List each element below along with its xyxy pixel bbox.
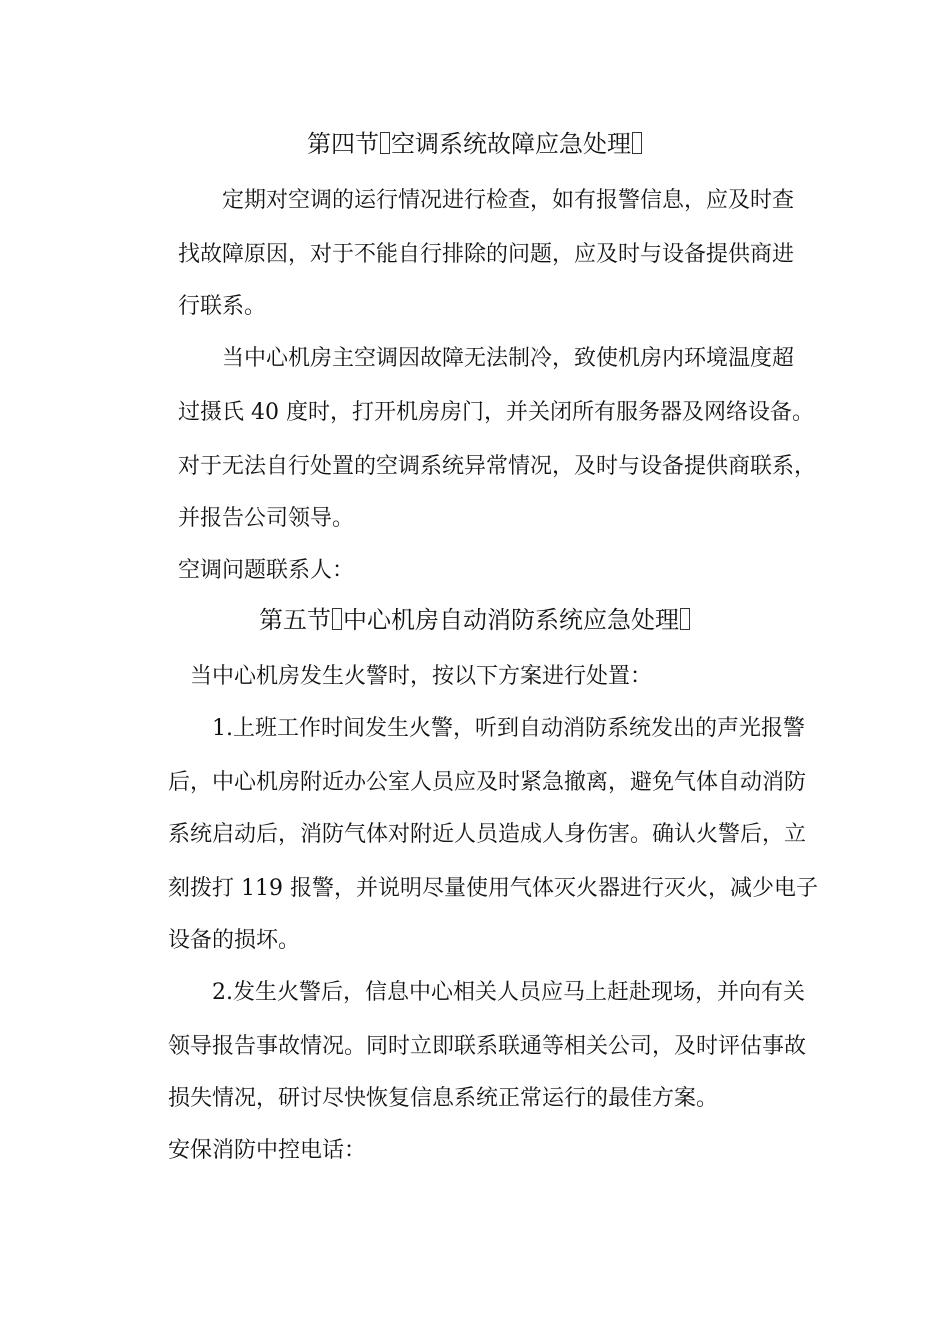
section-4-title: 空调系统故障应急处理 [391, 130, 631, 158]
list-item-line: 领导报告事故情况。同时立即联系联通等相关公司，及时评估事故 [168, 1034, 807, 1059]
list-item-line: 设备的损坏。 [168, 928, 301, 953]
section-5-title: 中心机房自动消防系统应急处理 [343, 606, 679, 634]
list-item-line: 刻拨打 119 报警，并说明尽量使用气体灭火器进行灭火，减少电子 [168, 876, 818, 901]
placeholder-box-icon [332, 608, 342, 630]
paragraph-line: 行联系。 [178, 294, 267, 319]
placeholder-box-icon [632, 132, 642, 154]
section-5-number: 第五节 [259, 606, 331, 634]
list-item-line: 2.发生火警后，信息中心相关人员应马上赶赴现场，并向有关 [212, 980, 805, 1005]
paragraph-line: 当中心机房主空调因故障无法制冷，致使机房内环境温度超 [222, 346, 795, 371]
list-item-line: 系统启动后，消防气体对附近人员造成人身伤害。确认火警后，立 [168, 822, 807, 847]
paragraph-line: 当中心机房发生火警时，按以下方案进行处置： [190, 664, 653, 689]
placeholder-box-icon [380, 132, 390, 154]
placeholder-box-icon [680, 608, 690, 630]
paragraph-line: 过摄氏 40 度时，打开机房房门，并关闭所有服务器及网络设备。 [178, 400, 814, 425]
section-5-heading [0, 604, 950, 636]
paragraph-line: 对于无法自行处置的空调系统异常情况，及时与设备提供商联系， [178, 454, 817, 479]
security-phone-label: 安保消防中控电话： [168, 1138, 367, 1163]
section-4-heading [0, 128, 950, 160]
list-item-line: 1.上班工作时间发生火警，听到自动消防系统发出的声光报警 [212, 716, 805, 741]
paragraph-line: 并报告公司领导。 [178, 506, 355, 531]
paragraph-line: 定期对空调的运行情况进行检查，如有报警信息，应及时查 [222, 188, 795, 213]
list-item-line: 损失情况，研讨尽快恢复信息系统正常运行的最佳方案。 [168, 1086, 719, 1111]
section-4-number: 第四节 [307, 130, 379, 158]
aircon-contact-label: 空调问题联系人： [178, 558, 355, 583]
list-item-line: 后，中心机房附近办公室人员应及时紧急撤离，避免气体自动消防 [168, 770, 807, 795]
paragraph-line: 找故障原因，对于不能自行排除的问题，应及时与设备提供商进 [178, 242, 795, 267]
